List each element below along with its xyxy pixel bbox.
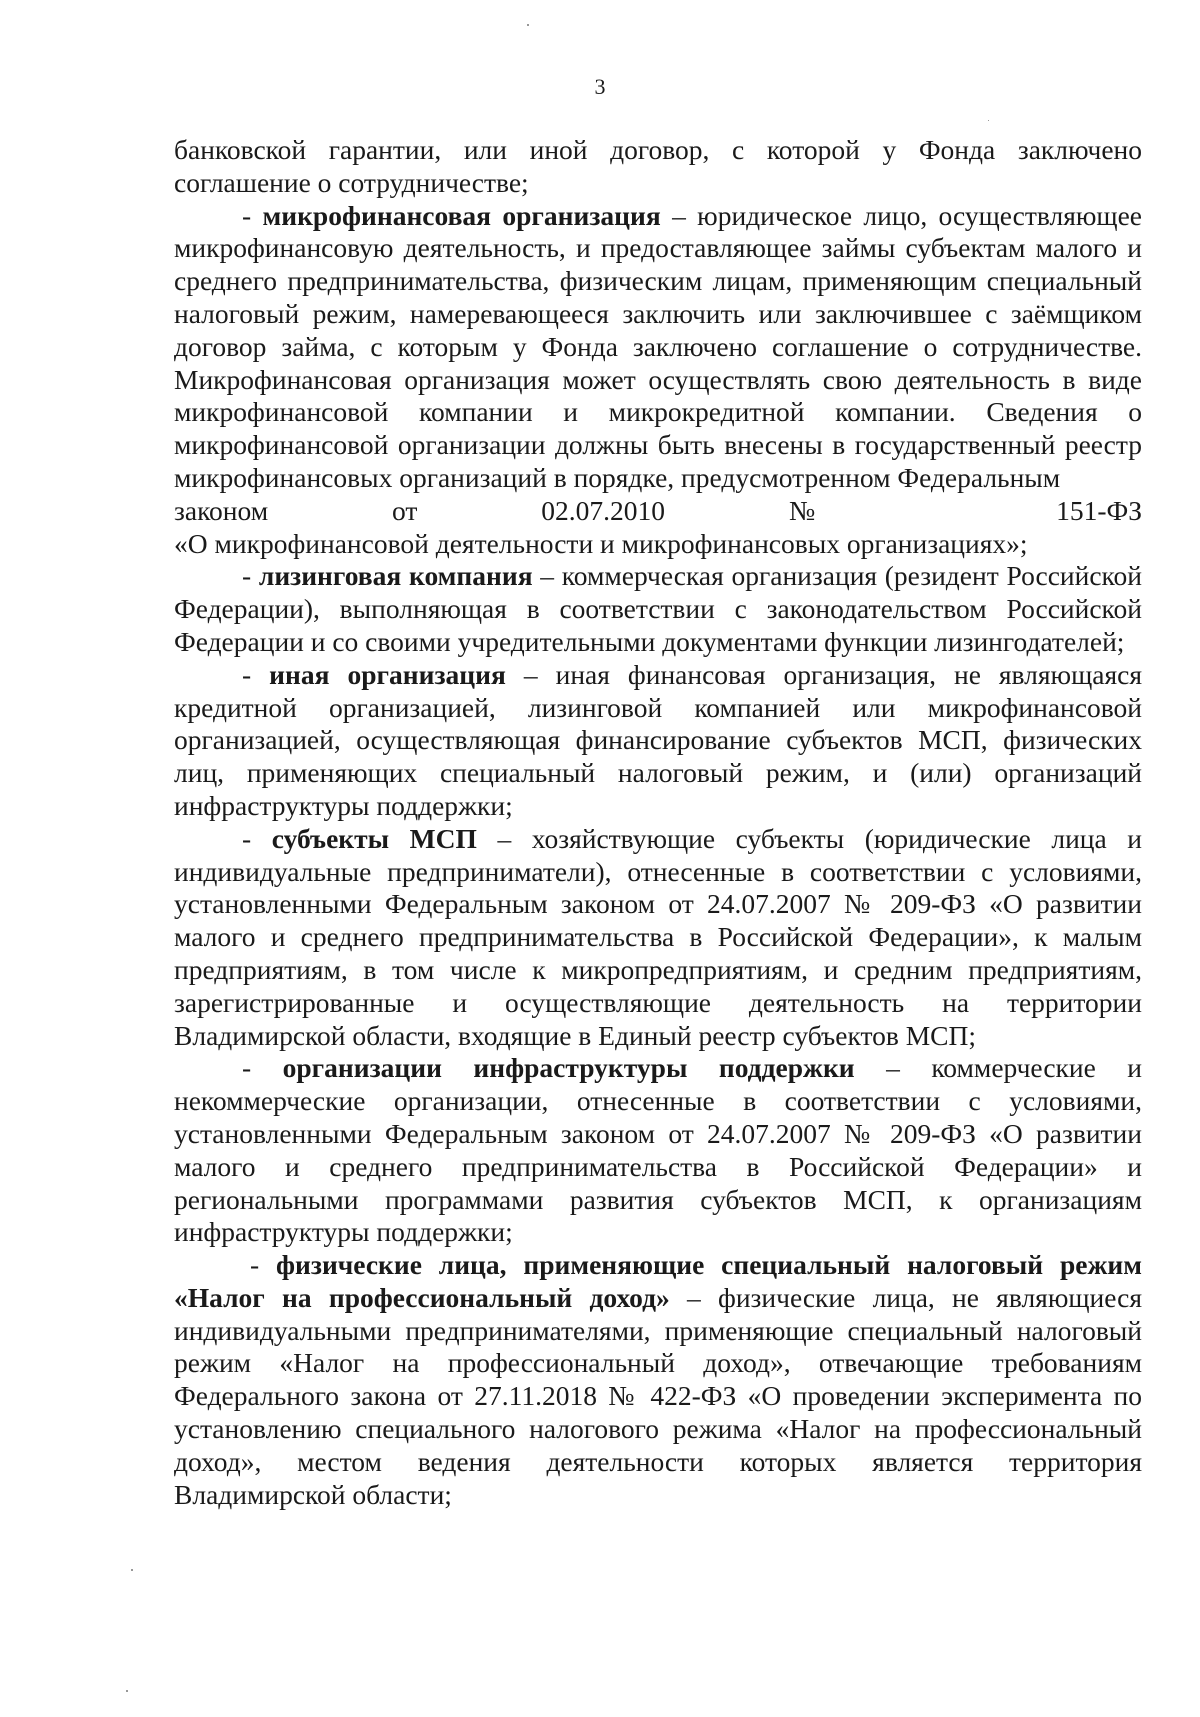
definition-term: физические лица, применяющие специальный налоговый режим «Налог на профессиональный доход» <box>174 1249 1142 1313</box>
definition-dash: - <box>242 199 263 231</box>
definition-other-organization <box>174 659 1142 823</box>
definition-dash: - <box>242 658 270 690</box>
definition-text: – физические лица, не являющиеся индивидуальными предпринимателями, применяющие специальный налоговый режим «Налог на профессиональный доход», отвечающие требованиям Федерального закона от 27.11.2018 № 422-ФЗ «О проведении эксперимента по установлению специального налогового режима «Налог на профессиональный доход», местом ведения деятельности которых является территория Владимирской области; <box>174 1281 1143 1510</box>
definition-msp-subjects <box>174 823 1142 1053</box>
definition-dash: - <box>242 1052 283 1084</box>
definition-term: лизинговая компания <box>258 560 533 592</box>
definition-term: иная организация <box>269 658 506 690</box>
definition-microfinance-law-line: законом от 02.07.2010 № 151-ФЗ <box>174 494 1142 526</box>
page-number: 3 <box>594 74 606 99</box>
definition-microfinance-tail: «О микрофинансовой деятельности и микрофинансовых организациях»; <box>174 527 1028 559</box>
definition-microfinance <box>174 200 1142 495</box>
definition-text: – хозяйствующие субъекты (юридические лица и индивидуальные предприниматели), отнесенные в соответствии с условиями, установленными Федеральным законом от 24.07.2007 № 209-ФЗ «О развитии малого и среднего предпринимательства в Российской Федерации», к малым предприятиям, в том числе к микропредприятиям, и средним предприятиям, зарегистрированные и осуществляющие деятельность на территории Владимирской области, входящие в Единый реестр субъектов МСП; <box>174 822 1142 1051</box>
definition-dash: - <box>242 560 259 592</box>
definition-term: субъекты МСП <box>271 822 477 854</box>
definition-text: – коммерческая организация (резидент Российской Федерации), выполняющая в соответствии с законодательством Российской Федерации и со своими учредительными документами функции лизингодателей; <box>174 560 1142 657</box>
definition-dash: - <box>242 822 272 854</box>
definition-support-infrastructure <box>174 1052 1142 1249</box>
paragraph-text: банковской гарантии, или иной договор, с которой у Фонда заключено соглашение о сотрудничестве; <box>174 134 1142 198</box>
definition-dash: - <box>250 1249 277 1281</box>
definition-self-employed <box>174 1249 1142 1511</box>
document-body <box>174 134 1142 1511</box>
definition-text: – коммерческие и некоммерческие организации, отнесенные в соответствии с условиями, установленными Федеральным законом от 24.07.2007 № 209-ФЗ «О развитии малого и среднего предпринимательства в Российской Федерации» и региональными программами развития субъектов МСП, к организациям инфраструктуры поддержки; <box>174 1052 1142 1248</box>
definition-text: – иная финансовая организация, не являющаяся кредитной организацией, лизинговой компанией или микрофинансовой организацией, осуществляющая финансирование субъектов МСП, физических лиц, применяющих специальный налоговый режим, и (или) организаций инфраструктуры поддержки; <box>174 658 1142 821</box>
paragraph-continuation <box>174 134 1142 200</box>
definition-text: – юридическое лицо, осуществляющее микрофинансовую деятельность, и предоставляющее займы субъектам малого и среднего предпринимательства, физическим лицам, применяющим специальный налоговый режим, намеревающееся заключить или заключившее с заёмщиком договор займа, с которым у Фонда заключено соглашение о сотрудничестве. Микрофинансовая организация может осуществлять свою деятельность в виде микрофинансовой компании и микрокредитной компании. Сведения о микрофинансовой организации должны быть внесены в государственный реестр микрофинансовых организаций в порядке, предусмотренном Федеральным <box>174 199 1142 493</box>
definition-leasing <box>174 560 1142 658</box>
definition-term: микрофинансовая организация <box>262 199 661 231</box>
definition-term: организации инфраструктуры поддержки <box>282 1052 855 1084</box>
